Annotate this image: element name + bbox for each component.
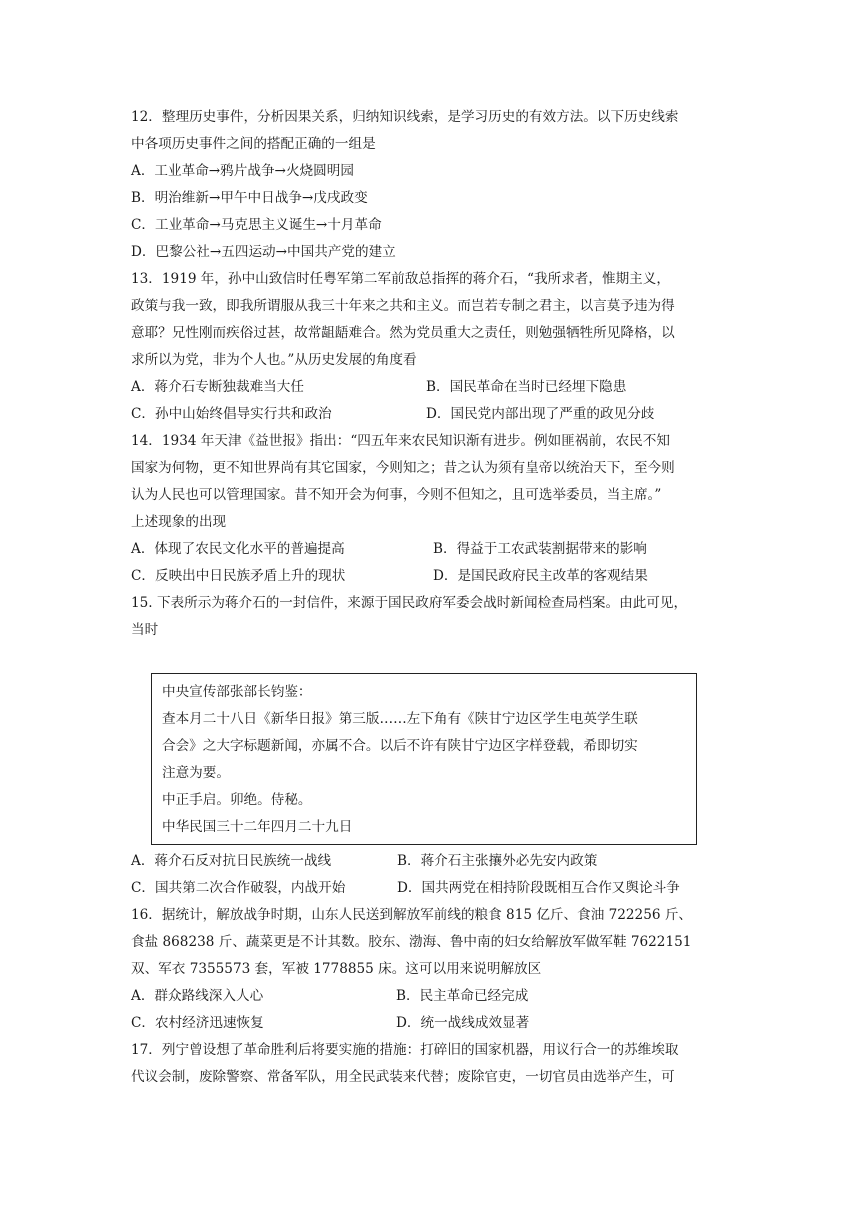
q13-option-d: D．国民党内部出现了严重的政见分歧 xyxy=(426,406,655,422)
q12-option-c: C．工业革命→马克思主义诞生→十月革命 xyxy=(131,217,382,233)
q12-option-b: B．明治维新→甲午中日战争→戊戌政变 xyxy=(131,190,368,206)
q13-option-c: C．孙中山始终倡导实行共和政治 xyxy=(131,406,332,422)
q13-option-b: B．国民革命在当时已经埋下隐患 xyxy=(426,379,627,395)
q16-stem-line-3: 双、军衣 7355573 套，军被 1778855 床。这可以用来说明解放区 xyxy=(131,961,542,977)
letter-signature: 中正手启。卯绝。侍秘。 xyxy=(162,792,312,808)
q14-stem-line-2: 国家为何物，更不知世界尚有其它国家，今则知之；昔之认为须有皇帝以统治天下，至今则 xyxy=(131,460,675,476)
q15-stem-line-1: 15. 下表所示为蒋介石的一封信件，来源于国民政府军委会战时新闻检查局档案。由此可见， xyxy=(131,595,688,611)
q15-option-d: D．国共两党在相持阶段既相互合作又舆论斗争 xyxy=(397,880,680,896)
q15-letter-box xyxy=(151,673,697,845)
q14-option-a: A．体现了农民文化水平的普遍提高 xyxy=(131,541,345,557)
q17-stem-line-2: 代议会制，废除警察、常备军队，用全民武装来代替；废除官吏，一切官员由选举产生，可 xyxy=(131,1069,675,1085)
q15-option-a: A．蒋介石反对抗日民族统一战线 xyxy=(131,853,332,869)
q14-option-d: D．是国民政府民主改革的客观结果 xyxy=(433,568,648,584)
letter-date: 中华民国三十二年四月二十九日 xyxy=(162,819,353,835)
q16-option-b: B．民主革命已经完成 xyxy=(396,988,529,1004)
q17-stem-line-1: 17．列宁曾设想了革命胜利后将要实施的措施：打碎旧的国家机器，用议行合一的苏维埃取 xyxy=(131,1042,679,1058)
q14-option-c: C．反映出中日民族矛盾上升的现状 xyxy=(131,568,346,584)
q16-option-c: C．农村经济迅速恢复 xyxy=(131,1015,264,1031)
letter-body-line-3: 注意为要。 xyxy=(162,765,230,781)
q15-option-c: C．国共第二次合作破裂，内战开始 xyxy=(131,880,346,896)
q14-stem-line-3: 认为人民也可以管理国家。昔不知开会为何事，今则不但知之，且可选举委员，当主席。” xyxy=(131,487,662,503)
q13-stem-line-3: 意耶？兄性刚而疾俗过甚，故常龃龉难合。然为党员重大之责任，则勉强牺牲所见降格，以 xyxy=(131,325,675,341)
q13-stem-line-1: 13．1919 年，孙中山致信时任粤军第二军前敌总指挥的蒋介石，“我所求者，惟期主义， xyxy=(131,271,670,287)
q12-option-a: A．工业革命→鸦片战争→火烧圆明园 xyxy=(131,163,354,179)
q15-stem-line-2: 当时 xyxy=(131,622,159,638)
q14-stem-line-4: 上述现象的出现 xyxy=(131,514,227,530)
q14-option-b: B．得益于工农武装割据带来的影响 xyxy=(433,541,647,557)
q16-option-a: A．群众路线深入人心 xyxy=(131,988,264,1004)
q16-stem-line-1: 16．据统计，解放战争时期，山东人民送到解放军前线的粮食 815 亿斤、食油 722256 斤、 xyxy=(131,907,693,923)
letter-body-line-2: 合会》之大字标题新闻，亦属不合。以后不许有陕甘宁边区字样登载，希即切实 xyxy=(162,738,638,754)
q12-stem-line-1: 12．整理历史事件，分析因果关系，归纳知识线索，是学习历史的有效方法。以下历史线索 xyxy=(131,109,679,125)
q13-stem-line-4: 求所以为党，非为个人也。”从历史发展的角度看 xyxy=(131,352,417,368)
letter-salutation: 中央宣传部张部长钧鉴： xyxy=(162,684,312,700)
q16-stem-line-2: 食盐 868238 斤、蔬菜更是不计其数。胶东、渤海、鲁中南的妇女给解放军做军鞋 7622151 xyxy=(131,934,692,950)
q15-option-b: B．蒋介石主张攘外必先安内政策 xyxy=(397,853,598,869)
letter-body-line-1: 查本月二十八日《新华日报》第三版……左下角有《陕甘宁边区学生电英学生联 xyxy=(162,711,638,727)
q12-option-d: D．巴黎公社→五四运动→中国共产党的建立 xyxy=(131,244,396,260)
q13-option-a: A．蒋介石专断独裁难当大任 xyxy=(131,379,304,395)
q16-option-d: D．统一战线成效显著 xyxy=(396,1015,530,1031)
q13-stem-line-2: 政策与我一致，即我所谓服从我三十年来之共和主义。而岂若专制之君主，以言莫予违为得 xyxy=(131,298,675,314)
q14-stem-line-1: 14．1934 年天津《益世报》指出：“四五年来农民知识渐有进步。例如匪祸前，农民不知 xyxy=(131,433,670,449)
q12-stem-line-2: 中各项历史事件之间的搭配正确的一组是 xyxy=(131,136,376,152)
